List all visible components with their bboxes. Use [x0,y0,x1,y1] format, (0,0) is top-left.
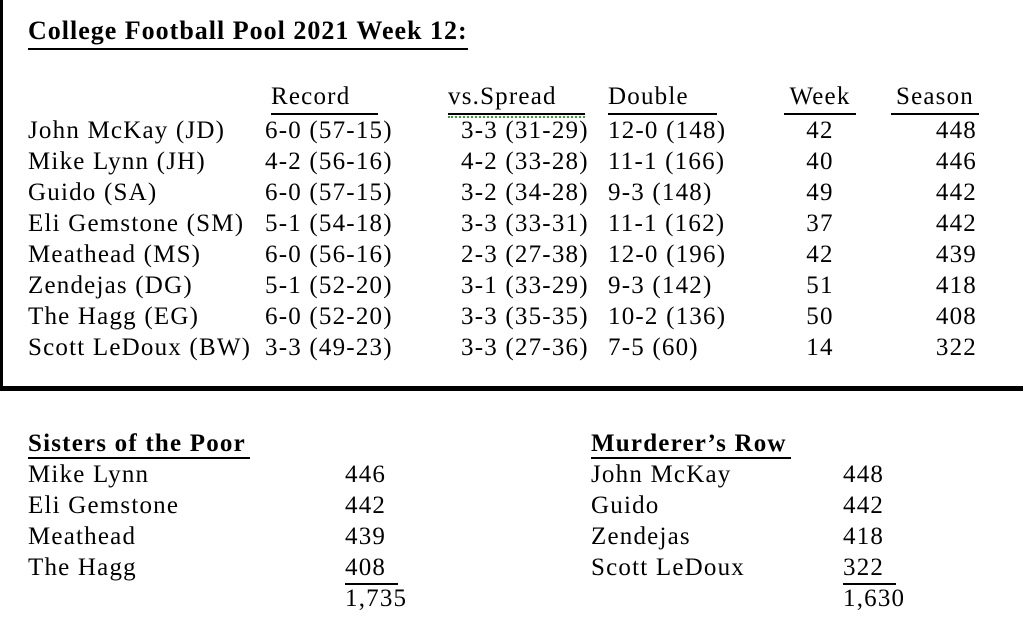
cell-season-text: 442 [935,179,977,206]
group-member-name: Scott LeDoux [591,554,745,581]
cell-season [862,239,1008,270]
cell-spread [448,301,608,332]
cell-spread [448,270,608,301]
group-member-row [28,552,465,583]
table-row [28,115,1008,146]
group-total-spacer [591,583,843,614]
cell-name-text: Zendejas (DG) [28,272,193,299]
table-row [28,146,1008,177]
cell-record-text: 6-0 (57-15) [265,179,393,206]
cell-week [778,115,862,146]
group-member-score: 442 [345,492,387,519]
cell-week [778,146,862,177]
cell-spread [448,208,608,239]
cell-name-text: Scott LeDoux (BW) [28,334,252,361]
group-member-row [591,552,963,583]
standings-table [28,81,1008,363]
cell-week [778,270,862,301]
cell-double [608,146,778,177]
group-total-value: 1,735 [345,585,408,612]
cell-season-text: 442 [935,210,977,237]
cell-season [862,146,1008,177]
section-divider [0,386,1023,391]
column-header-record [265,81,448,115]
cell-name-text: The Hagg (EG) [28,303,200,330]
cell-week [778,332,862,363]
table-row [28,301,1008,332]
cell-record [265,239,448,270]
cell-week-text: 14 [806,334,834,361]
group-rows [28,459,465,583]
column-header-double-text: Double [608,81,717,115]
cell-double [608,208,778,239]
cell-season [862,301,1008,332]
group-total-spacer [28,583,345,614]
cell-record [265,115,448,146]
group-member-score-cell [345,552,465,583]
cell-week-text: 50 [806,303,834,330]
cell-season-text: 448 [935,117,977,144]
pool-group [591,428,963,614]
group-member-row [28,521,465,552]
cell-record [265,208,448,239]
group-member-row [28,459,465,490]
cell-double-text: 12-0 (148) [608,117,727,144]
cell-spread [448,177,608,208]
cell-double-text: 9-3 (142) [608,272,713,299]
cell-name [28,208,265,239]
table-row [28,332,1008,363]
cell-record [265,146,448,177]
group-member-score: 408 [345,552,398,585]
group-member-score-cell [843,490,963,521]
cell-name [28,332,265,363]
group-member-name: Guido [591,492,660,519]
cell-season-text: 439 [935,241,977,268]
cell-record-text: 3-3 (49-23) [265,334,393,361]
cell-name [28,239,265,270]
group-member-name: Mike Lynn [28,461,150,488]
cell-double [608,301,778,332]
group-member-score: 322 [843,552,896,585]
cell-week-text: 49 [806,179,834,206]
cell-name [28,146,265,177]
cell-week-text: 42 [806,241,834,268]
cell-season-text: 408 [935,303,977,330]
group-rows [591,459,963,583]
group-member-score: 448 [843,461,885,488]
cell-name-text: Guido (SA) [28,179,158,206]
cell-week [778,208,862,239]
group-member-row [591,521,963,552]
cell-name-text: John McKay (JD) [28,117,226,144]
cell-double-text: 11-1 (162) [608,210,726,237]
cell-name-text: Meathead (MS) [28,241,202,268]
cell-record-text: 5-1 (54-18) [265,210,393,237]
group-total-value: 1,630 [843,585,906,612]
cell-record [265,177,448,208]
cell-record-text: 6-0 (56-16) [265,241,393,268]
cell-spread [448,115,608,146]
standings-header-row [28,81,1008,115]
cell-name [28,177,265,208]
table-row [28,208,1008,239]
group-member-name: John McKay [591,461,732,488]
group-member-row [28,490,465,521]
left-border-line [0,0,3,391]
cell-season [862,208,1008,239]
column-header-season [862,81,1008,115]
cell-record-text: 6-0 (57-15) [265,117,393,144]
group-member-row [591,490,963,521]
cell-week [778,239,862,270]
cell-name [28,301,265,332]
group-total-row [591,583,963,614]
group-member-score-cell [345,459,465,490]
page-title [28,16,468,50]
cell-spread-text: 4-2 (33-28) [461,148,589,175]
cell-season-text: 446 [935,148,977,175]
cell-double [608,270,778,301]
cell-season [862,332,1008,363]
group-member-score-cell [345,521,465,552]
table-row [28,270,1008,301]
cell-spread [448,239,608,270]
cell-season [862,270,1008,301]
column-header-spread-text: vs.Spread [448,81,585,115]
standings-body [28,115,1008,363]
cell-name-text: Mike Lynn (JH) [28,148,206,175]
column-header-blank [28,81,265,115]
group-member-score: 442 [843,492,885,519]
group-title: Murderer’s Row [591,428,791,459]
cell-week-text: 37 [806,210,834,237]
cell-spread [448,146,608,177]
cell-name-text: Eli Gemstone (SM) [28,210,245,237]
cell-season-text: 418 [935,272,977,299]
column-header-week [778,81,862,115]
group-member-score-cell [843,459,963,490]
group-member-name: The Hagg [28,554,137,581]
cell-double [608,115,778,146]
cell-spread-text: 3-3 (33-31) [461,210,589,237]
group-member-score: 418 [843,523,885,550]
group-member-score-cell [843,552,963,583]
cell-record-text: 5-1 (52-20) [265,272,393,299]
group-member-score: 439 [345,523,387,550]
cell-double [608,239,778,270]
cell-record [265,332,448,363]
cell-double-text: 10-2 (136) [608,303,727,330]
group-title: Sisters of the Poor [28,428,250,459]
cell-week-text: 40 [806,148,834,175]
cell-spread-text: 3-3 (27-36) [461,334,589,361]
cell-week [778,301,862,332]
pool-group [28,428,465,614]
cell-spread [448,332,608,363]
cell-double-text: 7-5 (60) [608,334,699,361]
column-header-double [608,81,778,115]
column-header-record-text: Record [271,81,378,115]
group-member-name: Zendejas [591,523,691,550]
table-row [28,177,1008,208]
cell-week-text: 42 [806,117,834,144]
group-member-score: 446 [345,461,387,488]
group-member-name: Eli Gemstone [28,492,180,519]
group-member-score-cell [843,521,963,552]
cell-week-text: 51 [806,272,834,299]
group-total-row [28,583,465,614]
cell-week [778,177,862,208]
cell-double-text: 9-3 (148) [608,179,713,206]
cell-record-text: 6-0 (52-20) [265,303,393,330]
column-header-season-text: Season [891,81,979,115]
cell-name [28,115,265,146]
table-row [28,239,1008,270]
cell-spread-text: 3-3 (35-35) [461,303,589,330]
group-member-row [591,459,963,490]
cell-season [862,177,1008,208]
cell-spread-text: 2-3 (27-38) [461,241,589,268]
cell-name [28,270,265,301]
cell-double [608,332,778,363]
cell-double [608,177,778,208]
column-header-week-text: Week [784,81,855,115]
cell-double-text: 11-1 (166) [608,148,726,175]
cell-season-text: 322 [935,334,977,361]
cell-spread-text: 3-3 (31-29) [461,117,589,144]
cell-record [265,301,448,332]
cell-spread-text: 3-2 (34-28) [461,179,589,206]
cell-record [265,270,448,301]
group-member-score-cell [345,490,465,521]
page-title-text: College Football Pool 2021 Week 12: [28,16,468,50]
cell-double-text: 12-0 (196) [608,241,727,268]
cell-record-text: 4-2 (56-16) [265,148,393,175]
cell-spread-text: 3-1 (33-29) [461,272,589,299]
column-header-spread [448,81,608,115]
cell-season [862,115,1008,146]
group-member-name: Meathead [28,523,137,550]
